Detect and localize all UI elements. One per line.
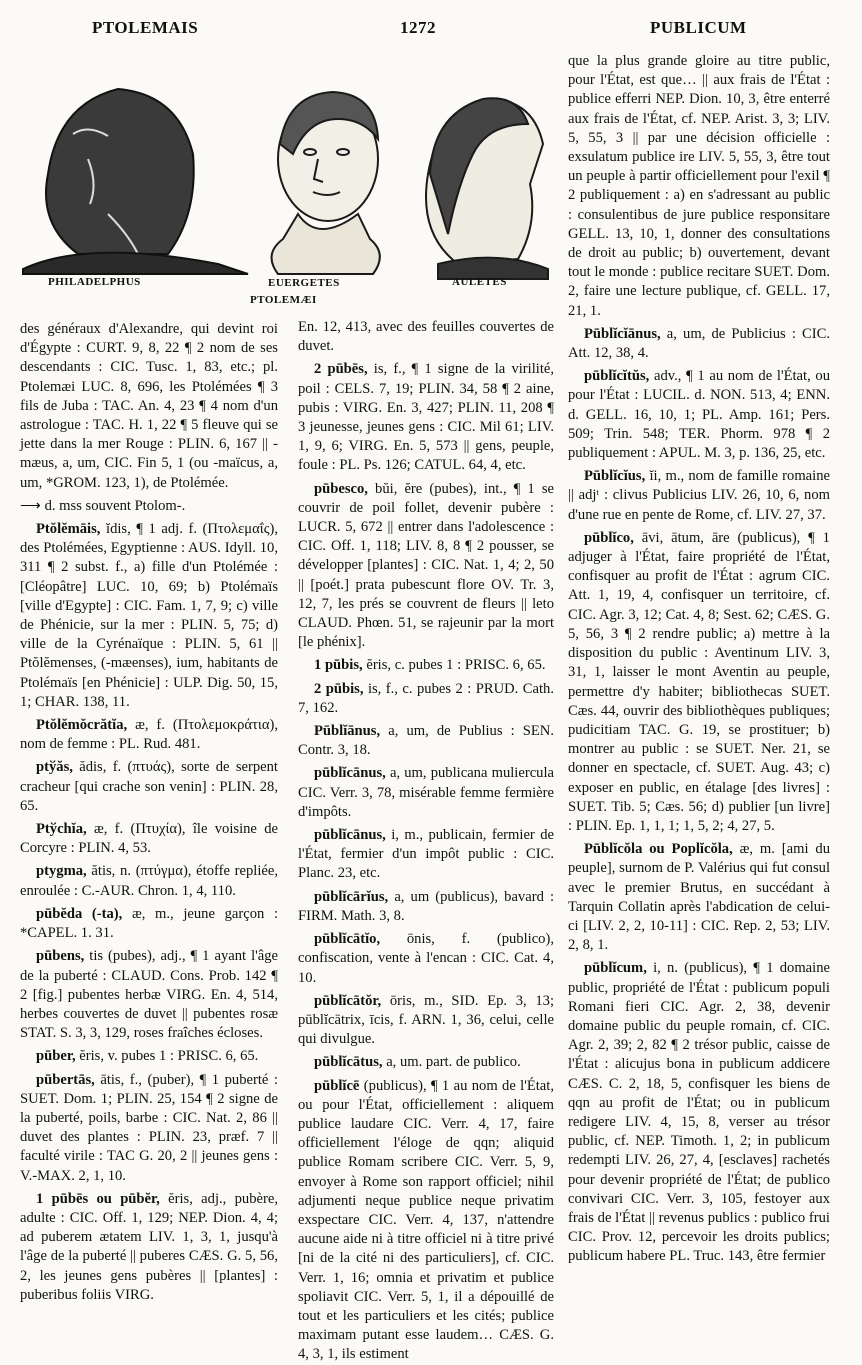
dictionary-entry [568,529,830,836]
entry-headword: pūbesco, [314,480,368,497]
dictionary-entry [20,1190,278,1305]
entry-headword: pūblĭcātŏr, [314,992,382,1009]
dictionary-column-1 [20,320,278,1350]
dictionary-entry [568,840,830,955]
entry-headword: 2 pūbēs, [314,361,368,378]
entry-text: æ, f. (Πτολεμοκράτια), nom de femme : PL. Rud. 481. [20,717,278,753]
entry-text: ĭdis, ¶ 1 adj. f. (Πτολεμαΐς), des Ptolémées, Egyptienne : AUS. Idyll. 10, 311 ¶ 2 subst. f., a) fille d'un Ptolémée : [Cléopâtre] LUC. 10, 69; b) Ptolémaïs [ville d'Egypte] : CIC. Fam. 1, 7, 9; c) ville de Phénicie, sur la mer : PLIN. 5, 75; d) ville de la Cyrénaïque : PLIN. 5, 61 || Ptŏlĕmenses, (-mæenses), ium, habitants de Ptolémaïs [en Phénicie] : ULP. Dig. 50, 15, 1; CHAR. 138, 11. [20,521,278,710]
auletes-portrait [426,98,548,279]
entry-headword: pūblĭcānus, [314,765,386,782]
dictionary-entry [568,52,830,321]
entry-headword: Pūblĭcĭānus, [584,325,661,342]
dictionary-entry [568,467,830,525]
entry-text: āvi, ātum, āre (publicus), ¶ 1 adjuger à l'État, faire propriété de l'État, confisquer au profit de l'État : agrum CIC. Att. 1, 19, 4, confisquer un territoire, cf. CIC. Agr. 3, 12; Cat. 4, 8; Sest. 62; CÆS. G. 5, 56, 3 ¶ 2 rendre public; a) mettre à la disposition du public : Aventinum LIV. 3, 31, 1, laisser le mont Aventin au peuple, permettre d'y habiter; bibliothecas SUET. Cæs. 44, ouvrir des bibliothèques publiques; pudicitiam TAC. G. 19, se prostituer; b) montrer au public : se SUET. Ner. 21, se donner en spectacle, cf. SUET. Aug. 43; c) exposer en public, en étalage [des livres] : SUET. Tib. 5; Cæs. 56; d) publier [un livre] : PLIN. Ep. 1, 1, 1; 1, 5, 2; 4, 27, 5. [568,529,830,834]
entry-headword: ptўăs, [36,759,73,776]
entry-text: ātis, f., (puber), ¶ 1 puberté : SUET. Dom. 1; PLIN. 25, 154 ¶ 2 signe de la puberté, poils, barbe : CIC. Nat. 2, 86 || duvet des plantes : PLIN. 23, præf. 7 || faculté virile : TAC G. 20, 2 || jeunes gens : V.-MAX. 2, 1, 10. [20,1071,278,1184]
entry-text: æ, m., jeune garçon : *CAPEL. 1. 31. [20,905,278,942]
entry-headword: 1 pūbis, [314,657,363,674]
entry-text: æ, f. (Πτυχία), île voisine de Corcyre : PLIN. 4, 53. [20,821,278,857]
entry-text: ⟶ d. mss souvent Ptolom-. [20,497,186,514]
dictionary-entry [298,888,554,926]
entry-headword: Ptŏlĕmāis, [36,521,101,538]
entry-headword: pūblĭcĭtŭs, [584,368,650,385]
entry-headword: pūblĭco, [584,529,634,546]
caption-ptolemaei: PTOLEMÆI [250,294,317,306]
entry-text: des généraux d'Alexandre, qui devint roi d'Égypte : CURT. 9, 8, 22 ¶ 2 nom de ses descendants : CIC. Tusc. 1, 83, etc.; pl. Ptolemæi LUC. 8, 696, les Ptolémées ¶ 3 fils de Juba : TAC. An. 4, 23 ¶ 4 nom d'un astrologue : TAC. H. 1, 22 ¶ 5 fleuve qui se jette dans la mer Rouge : PLIN. 6, 167 || -mæus, a, um, CIC. Fin 5, 1 (ou -maïcus, a, um, *GROM. 123, 1), de Ptolémée. [20,321,278,491]
header-last-word: PUBLICUM [650,18,747,37]
dictionary-entry [20,320,278,493]
dictionary-entry [298,360,554,475]
entry-headword: Pūblĭcŏla ou Poplĭcŏla, [584,841,733,858]
entry-text: (publicus), ¶ 1 au nom de l'État, ou pour l'État, officiellement : aliquem publice laudare CIC. Verr. 4, 17, faire officiellement l'éloge de qqn; aliquid publice Romam scribere CIC. Verr. 5, 9, envoyer à Rome son rapport officiel; nihil adjumenti neque publice neque privatim exspectare CIC. Verr. 4, 137, n'attendre aucune aide ni à titre officiel ni à titre privé [ni de la cité ni des particuliers], cf. CIC. Verr. 1, 16; omnia et privatim et publice spoliavit CIC. Verr. 5, 1, il a dépouillé de tout et les particuliers et les cités; publice maximam putant esse laudem… CÆS. G. 4, 3, 1, ils estiment [298,1077,554,1363]
dictionary-entry [20,520,278,712]
caption-euergetes: EUERGETES [268,277,340,289]
dictionary-entry [20,862,278,900]
entry-text: ōnis, f. (publico), confiscation, vente à l'encan : CIC. Cat. 4, 10. [298,931,554,986]
caption-philadelphus: PHILADELPHUS [48,276,141,288]
entry-headword: pūblĭcē [314,1077,360,1094]
entry-text: ădis, f. (πτυάς), sorte de serpent cracheur [qui crache son venin] : PLIN. 28, 65. [20,759,278,814]
entry-headword: 2 pūbis, [314,680,364,697]
entry-text: a, um, publicana muliercula CIC. Verr. 3, 78, misérable femme fermière d'impôts. [298,765,555,820]
page-number: 1272 [400,18,436,37]
philadelphus-portrait [23,89,248,274]
caption-auletes: AULETES [452,276,507,288]
dictionary-entry [20,947,278,1043]
entry-headword: Ptŏlĕmŏcrătĭa, [36,717,128,734]
dictionary-entry [568,959,830,1266]
entry-text: a, um, de Publicius : CIC. Att. 12, 38, 4. [568,325,830,362]
entry-text: is, f., ¶ 1 signe de la virilité, poil : CELS. 7, 19; PLIN. 34, 58 ¶ 2 aine, pubis : VIRG. En. 3, 427; PLIN. 11, 208 ¶ 3 jeunesse, jeunes gens : CIC. Mil 61; LIV. 1, 9, 6; VIRG. En. 5, 573 || gens, peuple, foule : PL. Ps. 126; CATUL. 64, 4, etc. [298,361,554,474]
entry-text: a, um, de Publius : SEN. Contr. 3, 18. [298,723,554,759]
entry-text: ătis, n. (πτύγμα), étoffe repliée, enroulée : C.-AUR. Chron. 1, 4, 110. [20,863,278,899]
entry-headword: 1 pūbēs ou pūbĕr, [36,1190,160,1207]
entry-text: æ, m. [ami du peuple], surnom de P. Valérius qui fut consul avec le premier Brutus, en succédant à Tarquin Collatin après l'abdication de celui-ci [LIV. 2, 2, 10-11] : CIC. Rep. 2, 53; LIV. 2, 8, 1. [568,841,830,954]
dictionary-entry [20,820,278,858]
dictionary-entry [298,1053,554,1072]
entry-headword: pūblĭcānus, [314,827,386,844]
entry-headword: pūblĭcātĭo, [314,931,381,948]
dictionary-entry [298,992,554,1050]
dictionary-entry [20,905,278,943]
entry-text: ĕris, v. pubes 1 : PRISC. 6, 65. [79,1048,259,1065]
page-header [0,18,862,44]
dictionary-entry [20,716,278,754]
dictionary-entry [298,480,554,653]
entry-text: ĕris, c. pubes 1 : PRISC. 6, 65. [366,657,546,674]
dictionary-entry [298,930,554,988]
dictionary-entry [20,758,278,816]
header-first-word: PTOLEMAIS [92,18,199,37]
entry-text: i, n. (publicus), ¶ 1 domaine public, propriété de l'État : publicum populi Romani fieri CIC. Agr. 2, 38, devenir domaine public du peuple romain, cf. CIC. Agr. 2, 39; 2, 82 ¶ 2 trésor public, caisse de l'État : alicujus bona in publicum addicere CÆS. C. 2, 18, 5, confisquer les biens de qqn au profit de l'État; ou in publicum redigere LIV. 4, 15, 8, verser au trésor public, cf. NEP. Timoth. 1, 2; in publicum redempti LIV. 26, 27, 4, [esclaves] rachetés pour devenir propriété de l'État; de publico convivari CIC. Verr. 3, 105, festoyer aux frais de l'État || revenus publics : publico frui CIC. Prov. 12, percevoir les droits publics; publicum habere PL. Truc. 143, être fermier [568,960,830,1265]
entry-headword: pūbĕda (-ta), [36,905,123,922]
entry-text: is, f., c. pubes 2 : PRUD. Cath. 7, 162. [298,680,554,716]
euergetes-bust [272,92,380,274]
entry-headword: Ptўchĭa, [36,821,87,838]
entry-text: ōris, m., SID. Ep. 3, 13; pūblĭcātrix, īcis, f. ARN. 1, 36, celui, celle qui divulgue. [298,992,554,1048]
dictionary-entry [298,826,554,884]
entry-text: ĕris, adj., pubère, adulte : CIC. Off. 1, 129; NEP. Dion. 4, 4; ad puberem ætatem LIV. 1, 3, 1, jusqu'à l'âge de la puberté || puberes CÆS. G. 5, 56, 2, les jeunes gens pubères || [plantes] : puberibus foliis VIRG. [20,1190,278,1303]
dictionary-column-3 [568,52,830,1352]
dictionary-entry [568,367,830,463]
dictionary-entry [298,764,554,822]
dictionary-entry [20,1047,278,1066]
entry-headword: pūblĭcum, [584,960,647,977]
entry-headword: pūbens, [36,948,85,965]
entry-headword: Pūblĭcĭus, [584,468,646,485]
entry-headword: pūber, [36,1048,76,1065]
entry-text: bŭi, ĕre (pubes), int., ¶ 1 se couvrir de poil follet, devenir pubère : LUCR. 5, 672 || entrer dans l'adolescence : CIC. Off. 1, 118; LIV. 8, 8 ¶ 2 pousser, se développer [plantes] : CIC. Nat. 1, 4; 2, 50 || [poét.] prata pubescunt flore OV. Tr. 3, 12, 7, les prés se couvrent de fleurs || leto CLAUD. Phœn. 51, se rajeunir par la mort [le phénix]. [298,480,554,651]
dictionary-entry [298,722,554,760]
dictionary-entry [298,680,554,718]
entry-text: i, m., publicain, fermier de l'État, fermier d'un impôt public : CIC. Planc. 23, etc. [298,827,554,882]
dictionary-entry [298,318,554,356]
entry-text: En. 12, 413, avec des feuilles couvertes de duvet. [298,319,554,355]
entry-text: a, um (publicus), bavard : FIRM. Math. 3, 8. [298,888,554,924]
entry-headword: ptygma, [36,863,87,880]
dictionary-entry [568,325,830,363]
entry-text: a, um. part. de publico. [386,1054,521,1071]
entry-text: tis (pubes), adj., ¶ 1 ayant l'âge de la puberté : CLAUD. Cons. Prob. 142 ¶ 2 [fig.] pubentes herbæ VIRG. En. 4, 514, herbes couvertes de duvet || pubentes rosæ STAT. S. 3, 3, 129, roses fraîches écloses. [20,948,278,1042]
entry-text: que la plus grande gloire au titre public, pour l'État, est que… || aux frais de l'État : publice efferri NEP. Dion. 10, 3, être enterré aux frais de l'État, cf. NEP. Arist. 3, 3; LIV. 5, 55, 3 || par une décision officielle : exsulatum publice ire LIV. 5, 55, 3, être tout un peuple à partir officiellement pour l'exil ¶ 2 publiquement : a) en s'adressant au public : consulentibus de jure publice responsitare GELL. 13, 10, 1, donner des consultations de droit au public; b) ouvertement, devant tout le monde : publice recitare SUET. Dom. 2, faire une lecture publique, cf. GELL. 17, 21, 1. [568,53,830,319]
dictionary-entry [20,1071,278,1186]
dictionary-entry [298,1077,554,1365]
coin-portraits-illustration [18,64,558,314]
entry-headword: Pūblĭānus, [314,723,381,740]
dictionary-column-2 [298,318,555,1363]
dictionary-entry [20,497,278,516]
entry-headword: pūblĭcārĭus, [314,888,389,905]
entry-text: ĭi, m., nom de famille romaine || adjᵗ : clivus Publicius LIV. 26, 10, 6, nom d'une rue en pente de Rome, cf. LIV. 27, 37. [568,468,830,523]
dictionary-entry [298,656,554,675]
entry-headword: pūblĭcātus, [314,1054,383,1071]
entry-text: adv., ¶ 1 au nom de l'État, ou pour l'État : LUCIL. d. NON. 513, 4; ENN. d. GELL. 16, 10, 1; PL. Amp. 161; Pers. 509; Trin. 548; TER. Phorm. 978 ¶ 2 publiquement : APUL. M. 3, p. 136, 25, etc. [568,368,830,462]
entry-headword: pūbertās, [36,1071,95,1088]
